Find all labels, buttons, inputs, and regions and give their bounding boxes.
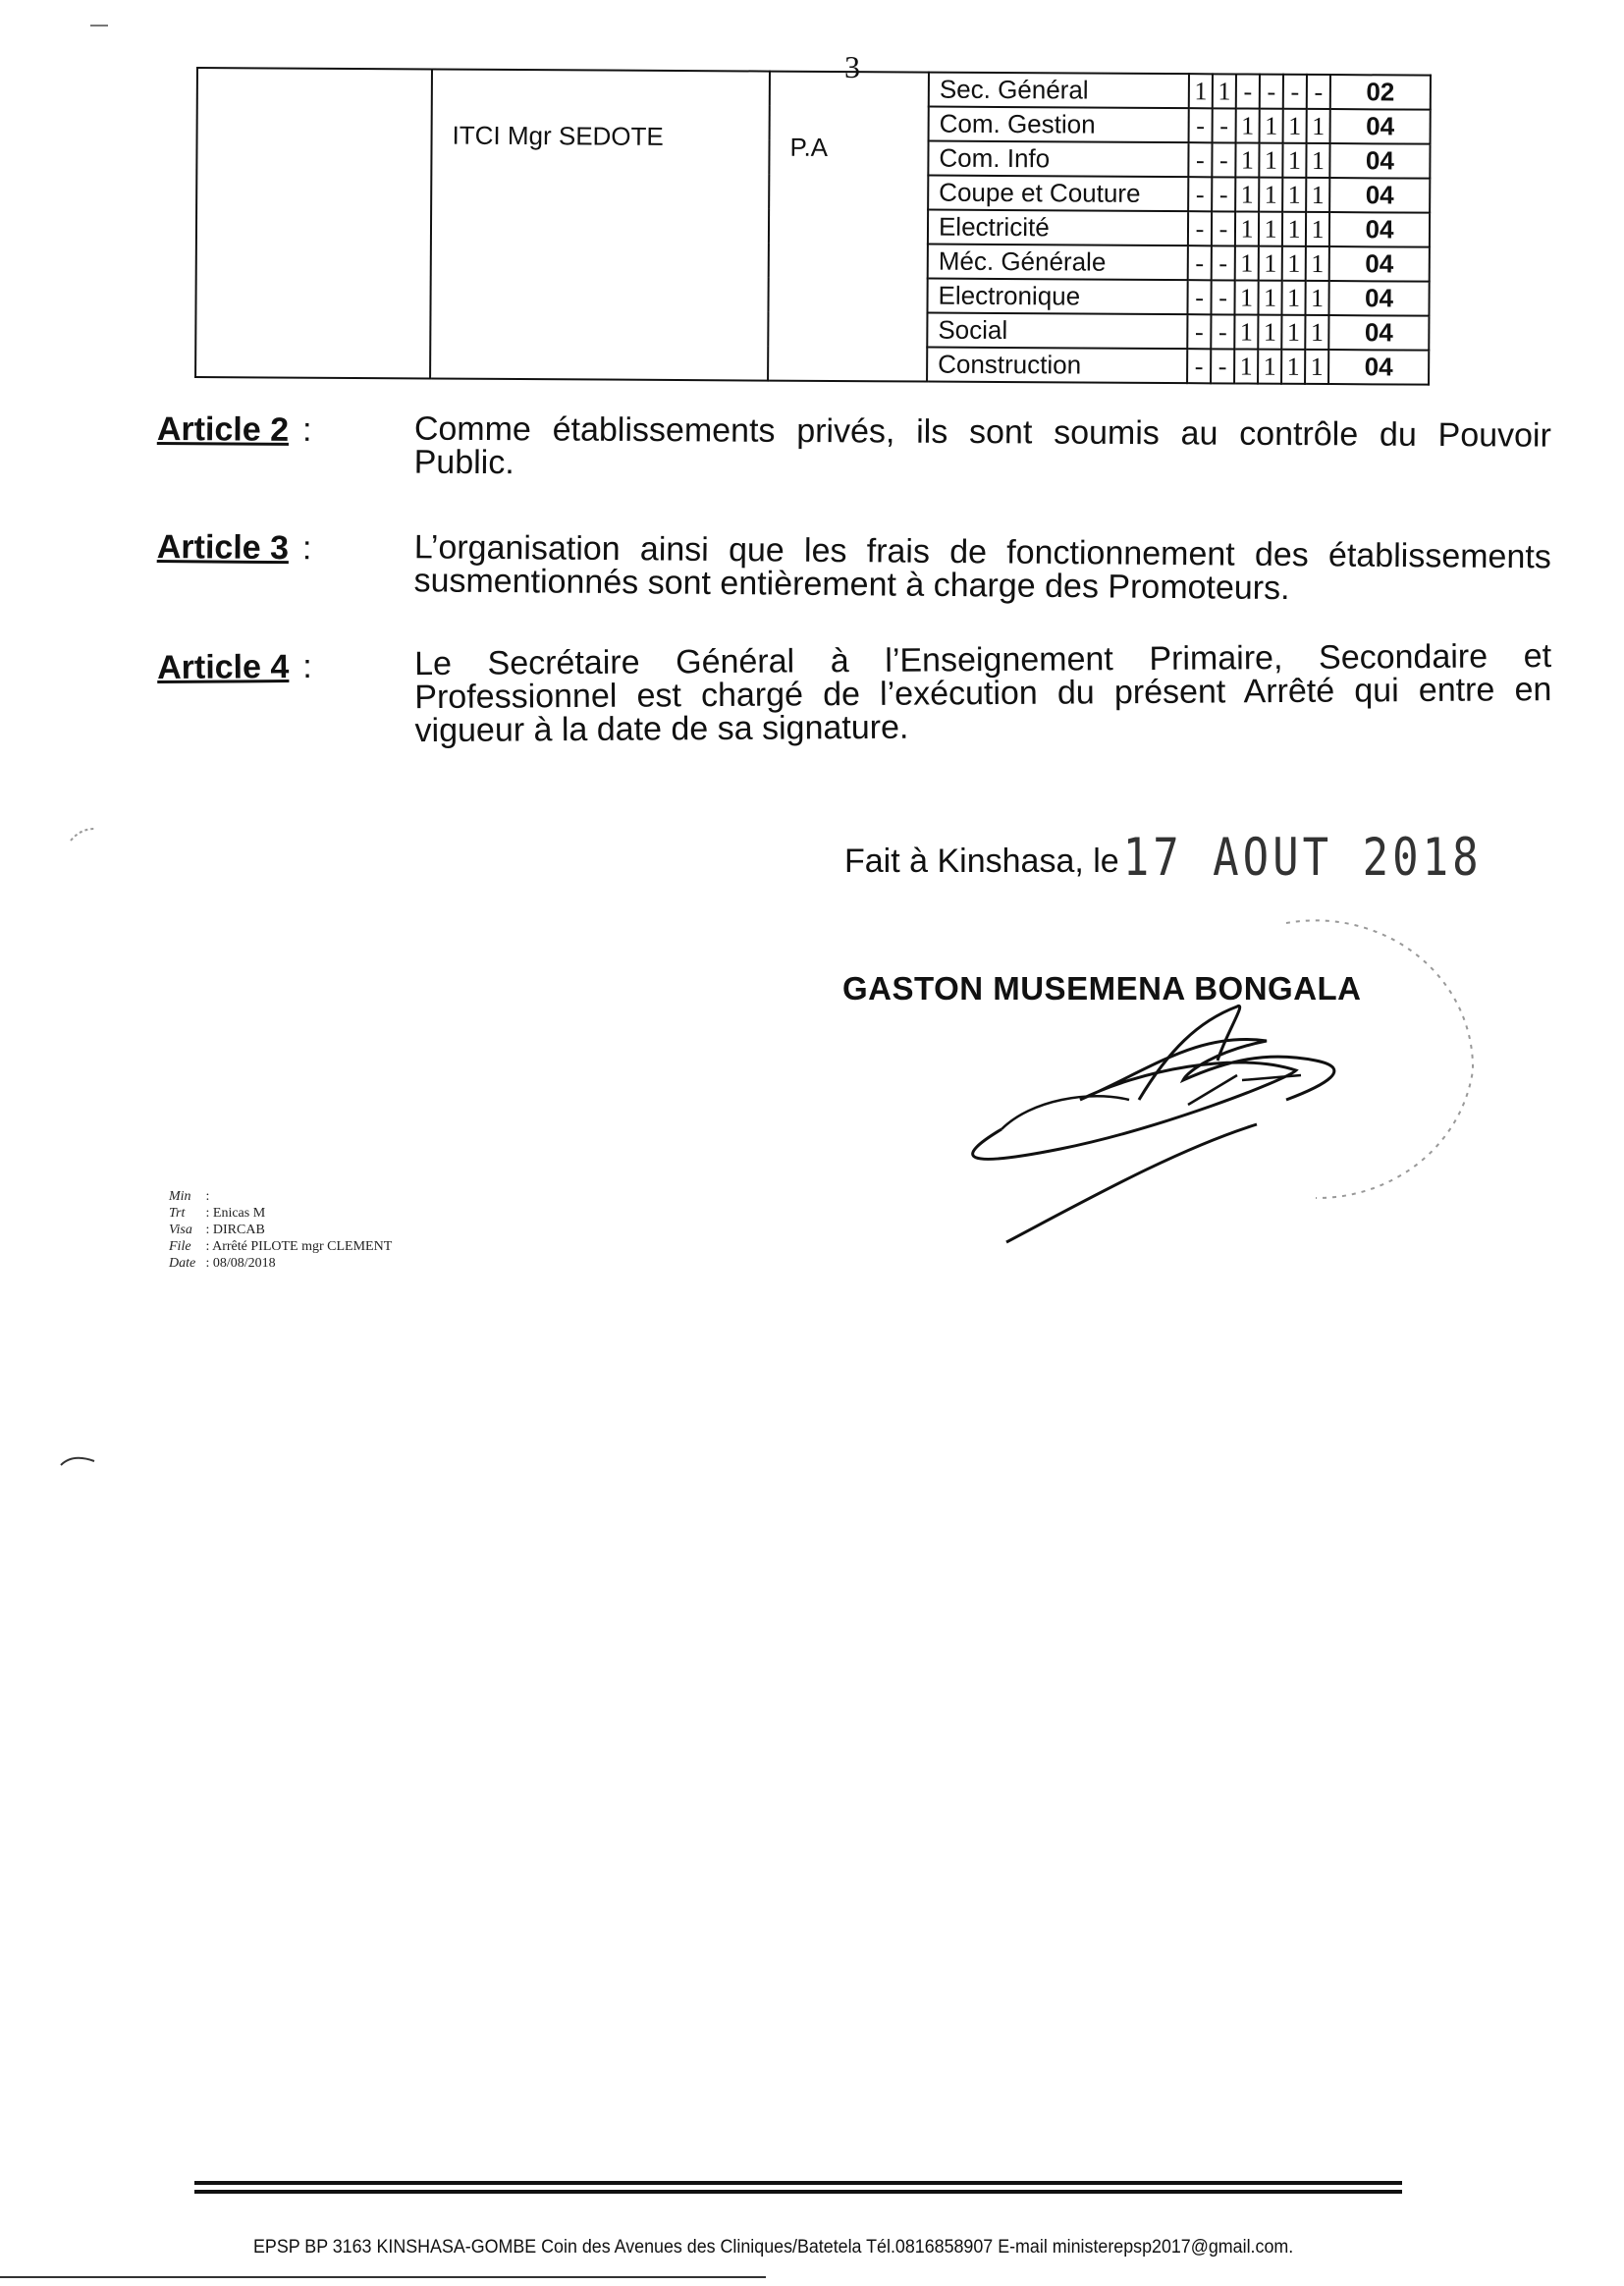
class-count-cell: 1 <box>1307 109 1330 143</box>
class-count-cell: 1 <box>1235 177 1259 211</box>
article-label: Article 4 : <box>157 647 312 686</box>
class-count-cell: 1 <box>1305 315 1328 350</box>
page-number: 3 <box>844 49 860 84</box>
filing-value: DIRCAB <box>212 1223 265 1237</box>
class-count-cell: - <box>1187 280 1211 314</box>
class-count-cell: 1 <box>1258 350 1281 384</box>
class-count-cell: 1 <box>1259 178 1282 212</box>
options-table <box>194 67 1432 386</box>
filing-row: Visa : DIRCAB <box>169 1223 265 1237</box>
class-count-cell: 1 <box>1235 245 1259 280</box>
class-count-cell: - <box>1211 280 1234 314</box>
total-cell: 04 <box>1328 281 1429 316</box>
total-cell: 04 <box>1328 350 1429 385</box>
class-count-cell: - <box>1189 108 1213 142</box>
signature-stroke <box>1006 1124 1257 1242</box>
filing-key: Visa <box>169 1223 192 1237</box>
place-and-date <box>844 827 1483 889</box>
class-count-cell: - <box>1211 314 1234 349</box>
total-cell: 04 <box>1329 212 1430 247</box>
class-count-cell: - <box>1212 245 1235 280</box>
class-count-cell: - <box>1212 211 1235 245</box>
filing-key: Min <box>169 1189 191 1204</box>
option-cell: Com. Info <box>928 141 1188 178</box>
scan-edge-line <box>0 2276 766 2278</box>
filing-key: Date <box>169 1256 196 1271</box>
filing-row: File : Arrêté PILOTE mgr CLEMENT <box>169 1239 393 1254</box>
article-label: Article 3 : <box>156 528 312 568</box>
class-count-cell: 1 <box>1259 212 1282 246</box>
class-count-cell: 1 <box>1281 350 1305 384</box>
filing-row: Date : 08/08/2018 <box>169 1256 276 1271</box>
article-text: Comme établissements privés, ils sont soumis au contrôle du Pouvoir Public. <box>413 409 1551 482</box>
option-cell: Com. Gestion <box>929 107 1189 143</box>
class-count-cell: 1 <box>1258 281 1281 315</box>
footer-rule <box>194 2190 1402 2194</box>
class-count-cell: 1 <box>1306 143 1329 178</box>
class-count-cell: 1 <box>1282 246 1306 281</box>
scan-mark <box>59 1453 98 1467</box>
class-count-cell: - <box>1213 108 1236 142</box>
footer-rule <box>194 2181 1402 2185</box>
option-cell: Electronique <box>927 279 1187 315</box>
class-count-cell: - <box>1212 177 1235 211</box>
filing-row: Min : <box>169 1189 210 1204</box>
article-text: Le Secrétaire Général à l’Enseignement Primaire, Secondaire et Professionnel est chargé de l’exécution du présent Arrêté qui entre en vigueur à la date de sa signature. <box>413 637 1552 750</box>
class-count-cell: - <box>1188 245 1212 280</box>
class-count-cell: - <box>1187 314 1211 349</box>
class-count-cell: - <box>1187 349 1211 383</box>
place-text: Fait à Kinshasa, le <box>844 843 1119 880</box>
class-count-cell: 1 <box>1189 74 1213 108</box>
class-count-cell: 1 <box>1259 143 1282 178</box>
class-count-cell: 1 <box>1306 212 1329 246</box>
article-label-text: Article 4 <box>157 648 290 686</box>
total-cell: 04 <box>1329 246 1430 282</box>
filing-key: File <box>169 1239 191 1254</box>
empty-cell <box>195 68 432 378</box>
option-cell: Méc. Générale <box>928 245 1188 281</box>
class-count-cell: 1 <box>1258 315 1281 350</box>
option-cell: Construction <box>927 348 1187 384</box>
class-count-cell: 1 <box>1305 350 1328 384</box>
class-count-cell: 1 <box>1281 315 1305 350</box>
total-cell: 04 <box>1328 315 1429 351</box>
class-count-cell: 1 <box>1234 349 1258 383</box>
class-count-cell: - <box>1188 211 1212 245</box>
footer-address: EPSP BP 3163 KINSHASA-GOMBE Coin des Avenues des Cliniques/Batetela Tél.0816858907 E-mail ministerepsp2017@gmail.com. <box>253 2237 1294 2258</box>
article-3 <box>156 528 1551 607</box>
class-count-cell: 1 <box>1306 246 1329 281</box>
signature-stroke <box>1001 1096 1129 1129</box>
option-cell: Coupe et Couture <box>928 176 1188 212</box>
class-count-cell: - <box>1236 74 1260 108</box>
filing-value: Enicas M <box>212 1206 266 1221</box>
filing-value: 08/08/2018 <box>212 1256 276 1271</box>
article-label-text: Article 2 <box>156 410 290 449</box>
signature-stroke <box>1188 1075 1301 1105</box>
class-count-cell: - <box>1283 75 1307 109</box>
class-count-cell: - <box>1212 142 1235 177</box>
date-stamp: 17 AOUT 2018 <box>1122 827 1483 889</box>
signatory-name: GASTON MUSEMENA BONGALA <box>842 970 1362 1007</box>
class-count-cell: 1 <box>1283 109 1307 143</box>
total-cell: 02 <box>1330 75 1431 110</box>
class-count-cell: 1 <box>1234 314 1258 349</box>
class-count-cell: - <box>1260 75 1283 109</box>
class-count-cell: - <box>1307 75 1330 109</box>
total-cell: 04 <box>1330 109 1431 144</box>
class-count-cell: 1 <box>1213 74 1236 108</box>
option-cell: Sec. Général <box>929 73 1189 109</box>
class-count-cell: 1 <box>1235 142 1259 177</box>
class-count-cell: 1 <box>1306 178 1329 212</box>
filing-value: Arrêté PILOTE mgr CLEMENT <box>212 1239 393 1254</box>
class-count-cell: 1 <box>1282 212 1306 246</box>
article-label: Article 2 : <box>156 410 312 449</box>
class-count-cell: - <box>1188 177 1212 211</box>
option-cell: Social <box>927 313 1187 350</box>
status-cell: P.A <box>768 72 929 382</box>
filing-row: Trt : Enicas M <box>169 1206 266 1221</box>
class-count-cell: 1 <box>1305 281 1328 315</box>
class-count-cell: 1 <box>1236 108 1260 142</box>
table-row <box>197 68 1431 110</box>
class-count-cell: 1 <box>1282 178 1306 212</box>
signature-stroke <box>973 1039 1334 1159</box>
total-cell: 04 <box>1329 143 1430 179</box>
article-2 <box>157 410 1551 486</box>
class-count-cell: 1 <box>1234 280 1258 314</box>
class-count-cell: - <box>1211 349 1234 383</box>
class-count-cell: 1 <box>1282 143 1306 178</box>
article-4 <box>157 639 1552 749</box>
class-count-cell: 1 <box>1281 281 1305 315</box>
scan-mark <box>69 825 98 844</box>
school-name-cell: ITCI Mgr SEDOTE <box>430 69 770 380</box>
scan-mark <box>88 20 128 29</box>
class-count-cell: - <box>1188 142 1212 177</box>
article-label-text: Article 3 <box>156 528 290 568</box>
total-cell: 04 <box>1329 178 1430 213</box>
article-text: L’organisation ainsi que les frais de fonctionnement des établissements susmentionnés sont entièrement à charge des Promoteurs. <box>413 528 1551 608</box>
option-cell: Electricité <box>928 210 1188 246</box>
class-count-cell: 1 <box>1259 246 1282 281</box>
filing-reference <box>169 1188 392 1272</box>
class-count-cell: 1 <box>1235 211 1259 245</box>
filing-key: Trt <box>169 1206 186 1221</box>
class-count-cell: 1 <box>1260 109 1283 143</box>
signature-graphic <box>943 903 1492 1257</box>
